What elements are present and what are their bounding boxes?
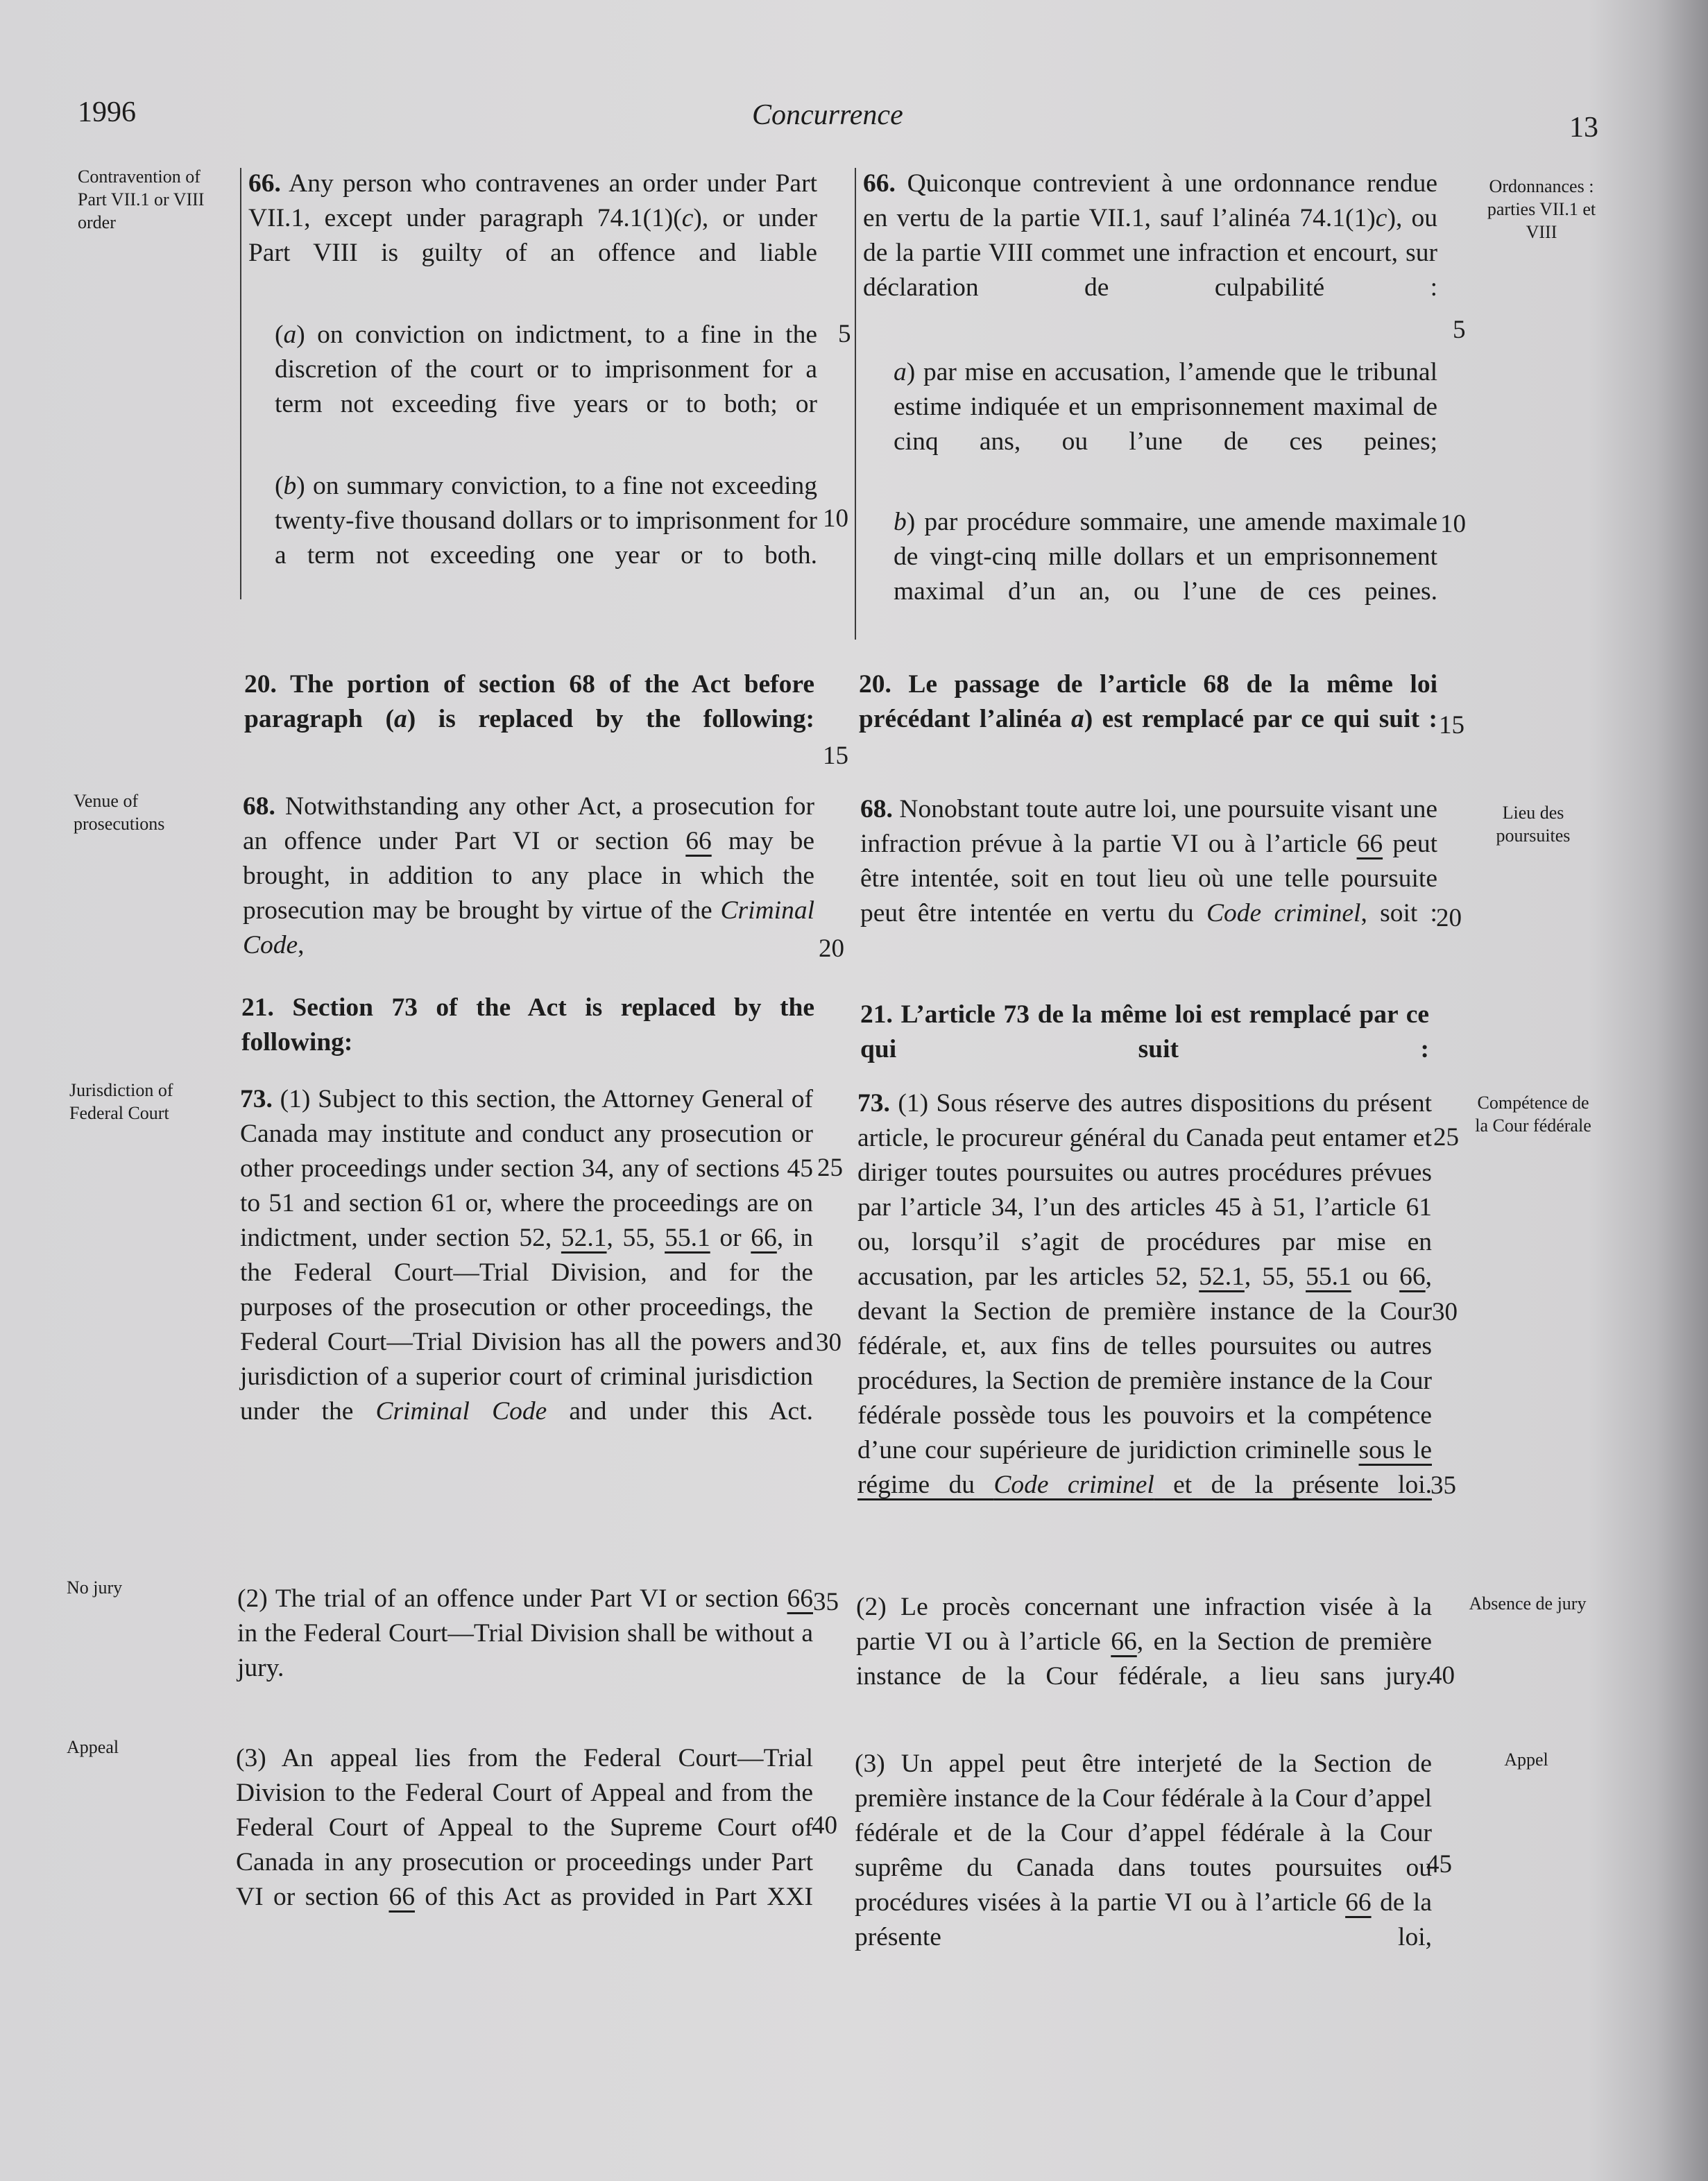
- line-number-right-45: 45: [1426, 1850, 1452, 1879]
- line-number-left-20: 20: [819, 934, 844, 963]
- line-number-left-25: 25: [817, 1154, 843, 1182]
- line-number-left-10: 10: [823, 504, 848, 533]
- margin-note-ordonnances: Ordonnances : parties VII.1 et VIII: [1487, 176, 1596, 242]
- french-section-66: 66. Quiconque contrevient à une ordonnance rendue en vertu de la partie VII.1, sauf l’alinéa 74.1(1)c), ou de la partie VIII commet une infraction et encourt, sur déclaration de culpabilité :: [863, 169, 1438, 302]
- english-paragraph-a: (a) on conviction on indictment, to a fine in the discretion of the court or to imprisonment for a term not exceeding five years or to both; or: [275, 320, 817, 418]
- english-clause-20-heading: 20. The portion of section 68 of the Act before paragraph (a) is replaced by the following:: [244, 670, 815, 733]
- header-page-number: 13: [1569, 112, 1598, 144]
- line-number-right-30: 30: [1432, 1298, 1458, 1326]
- margin-note-no-jury: No jury: [67, 1577, 123, 1598]
- margin-note-appeal: Appeal: [67, 1737, 119, 1757]
- english-section-68: 68. Notwithstanding any other Act, a prosecution for an offence under Part VI or section 66 may be brought, in addition to any place in which the prosecution may be brought by virtue of the Criminal Code,: [243, 792, 815, 959]
- margin-note-appel: Appel: [1504, 1750, 1548, 1770]
- margin-note-lieu: Lieu des poursuites: [1496, 803, 1571, 846]
- french-paragraph-a: a) par mise en accusation, l’amende que le tribunal estime indiquée et un emprisonnement maximal de cinq ans, ou l’une de ces peines;: [894, 358, 1437, 456]
- french-section-68: 68. Nonobstant toute autre loi, une poursuite visant une infraction prévue à la partie VI ou à l’article 66 peut être intentée, soit en tout lieu où une telle poursuite peut être intentée en vertu du Code criminel, soit :: [860, 795, 1438, 927]
- french-section-73-2: (2) Le procès concernant une infraction visée à la partie VI ou à l’article 66, en la Section de première instance de la Cour fédérale, a lieu sans jury.: [856, 1593, 1432, 1691]
- amendment-rule-right: [855, 168, 856, 640]
- english-paragraph-b: (b) on summary conviction, to a fine not exceeding twenty-five thousand dollars or to imprisonment for a term not exceeding one year or to both.: [275, 472, 817, 570]
- amendment-rule-left: [240, 168, 241, 599]
- margin-note-contravention: Contravention of Part VII.1 or VIII order: [78, 166, 205, 232]
- french-paragraph-b: b) par procédure sommaire, une amende maximale de vingt-cinq mille dollars et un emprisonnement maximal d’un an, ou l’une de ces peines.: [894, 508, 1437, 606]
- line-number-left-15: 15: [823, 742, 848, 770]
- line-number-left-5: 5: [838, 320, 851, 348]
- line-number-right-5: 5: [1453, 316, 1466, 344]
- line-number-left-30: 30: [816, 1328, 842, 1357]
- margin-note-competence: Compétence de la Cour fédérale: [1475, 1093, 1591, 1136]
- english-section-73-2: (2) The trial of an offence under Part VI or section 66 in the Federal Court—Trial Division shall be without a jury.: [237, 1584, 813, 1682]
- french-clause-21-heading: 21. L’article 73 de la même loi est remplacé par ce qui suit :: [860, 1000, 1429, 1063]
- line-number-right-15: 15: [1439, 711, 1464, 739]
- margin-note-absence-jury: Absence de jury: [1469, 1593, 1587, 1614]
- line-number-right-40: 40: [1429, 1661, 1455, 1690]
- line-number-right-10: 10: [1440, 510, 1466, 538]
- english-section-73-3: (3) An appeal lies from the Federal Court—Trial Division to the Federal Court of Appeal and from the Federal Court of Appeal to the Supreme Court of Canada in any prosecution or proceedings under Part VI or section 66 of this Act as provided in Part XXI: [236, 1744, 813, 1911]
- margin-note-jurisdiction: Jurisdiction of Federal Court: [69, 1080, 173, 1123]
- line-number-left-40: 40: [812, 1811, 837, 1840]
- english-clause-21-heading: 21. Section 73 of the Act is replaced by the following:: [241, 993, 814, 1057]
- header-year: 1996: [78, 96, 136, 128]
- english-section-73-1: 73. (1) Subject to this section, the Attorney General of Canada may institute and conduct any prosecution or other proceedings under section 34, any of sections 45 to 51 and section 61 or, where the proceedings are on indictment, under section 52, 52.1, 55, 55.1 or 66, in the Federal Court—Trial Division, and for the purposes of the prosecution or other proceedings, the Federal Court—Trial Division has all the powers and jurisdiction of a superior court of criminal jurisdiction under the Criminal Code and under this Act.: [240, 1085, 814, 1426]
- line-number-right-35: 35: [1431, 1471, 1456, 1500]
- english-section-66: 66. Any person who contravenes an order under Part VII.1, except under paragraph 74.1(1)(c), or under Part VIII is guilty of an offence and liable: [248, 169, 817, 267]
- french-section-73-3: (3) Un appel peut être interjeté de la Section de première instance de la Cour fédérale à la Cour d’appel fédérale et de la Cour d’appel fédérale à la Cour suprême du Canada dans toutes poursuites ou procédures visées à la partie VI ou à l’article 66 de la présente loi,: [855, 1750, 1432, 1951]
- line-number-right-20: 20: [1436, 904, 1462, 932]
- margin-note-venue: Venue of prosecutions: [74, 791, 165, 834]
- french-clause-20-heading: 20. Le passage de l’article 68 de la même loi précédant l’alinéa a) est remplacé par ce qui suit :: [859, 670, 1437, 733]
- line-number-left-35: 35: [813, 1588, 839, 1616]
- header-title: Concurrence: [752, 99, 903, 131]
- french-section-73-1: 73. (1) Sous réserve des autres dispositions du présent article, le procureur général du Canada peut entamer et diriger toutes poursuites ou autres procédures prévues par l’article 34, l’un des articles 45 à 51, l’article 61 ou, lorsqu’il s’agit de procédures par mise en accusation, par les articles 52, 52.1, 55, 55.1 ou 66, devant la Section de première instance de la Cour fédérale, et, aux fins de telles poursuites ou autres procédures, la Section de première instance de la Cour fédérale possède tous les pouvoirs et la compétence d’une cour supérieure de juridiction criminelle sous le régime du Code criminel et de la présente loi.: [857, 1089, 1433, 1499]
- line-number-right-25: 25: [1433, 1123, 1459, 1152]
